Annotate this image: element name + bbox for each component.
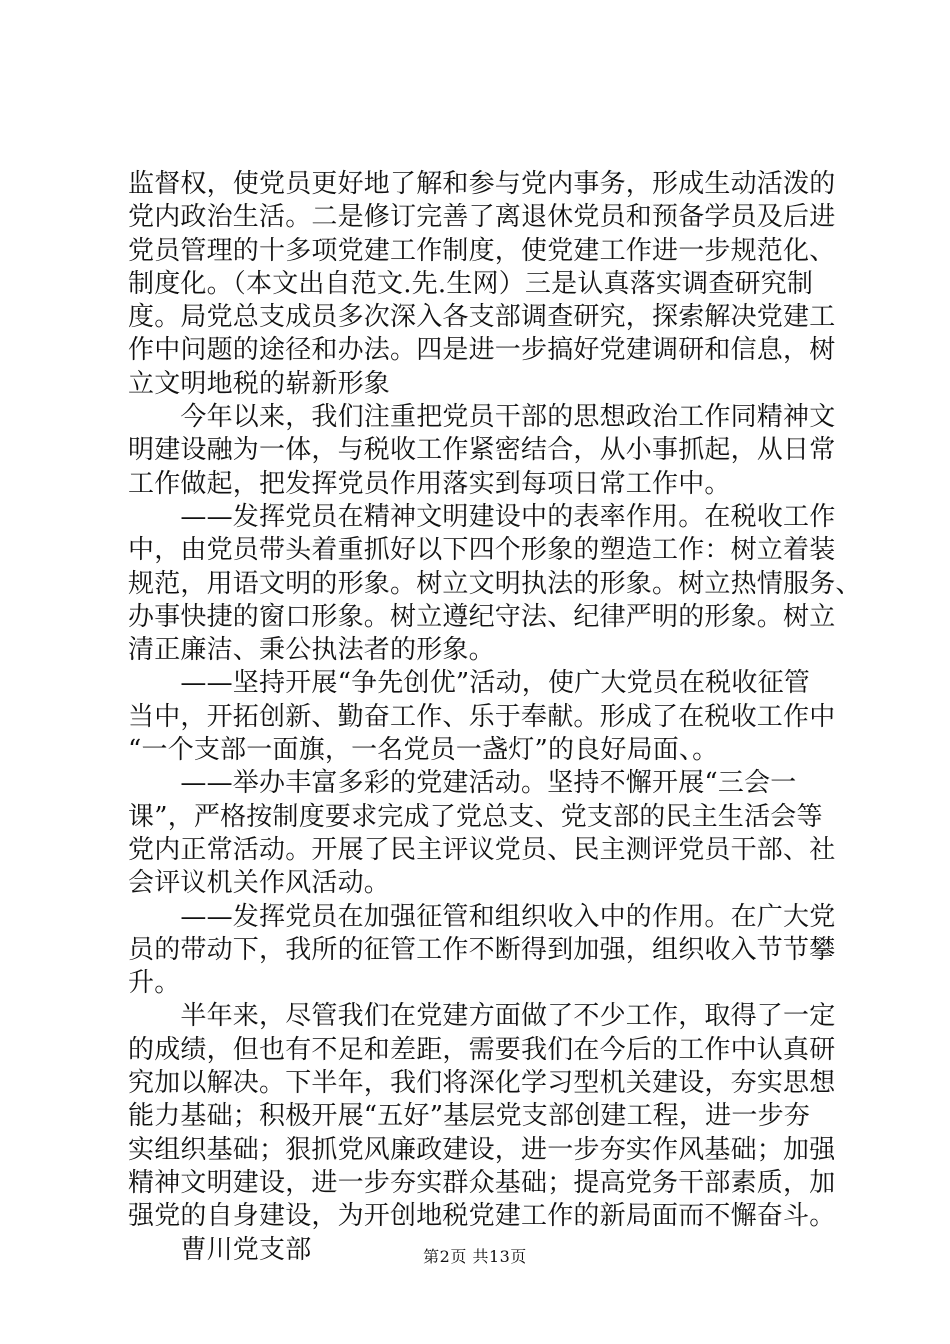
- text-line: 能力基础；积极开展“五好”基层党支部创建工程，进一步夯: [128, 1101, 810, 1132]
- text-line: 员的带动下，我所的征管工作不断得到加强，组织收入节节攀: [128, 934, 836, 965]
- text-line: 究加以解决。下半年，我们将深化学习型机关建设，夯实思想: [128, 1068, 836, 1099]
- text-line: 会评议机关作风活动。: [128, 868, 391, 899]
- page-number-footer: 第2页 共13页: [423, 1247, 527, 1266]
- text-line: 曹川党支部: [128, 1234, 312, 1265]
- text-line: 当中，开拓创新、勤奋工作、乐于奉献。形成了在税收工作中: [128, 701, 836, 732]
- text-line: 制度化。（本文出自范文.先.生网）三是认真落实调查研究制: [128, 268, 814, 299]
- document-body: [128, 168, 862, 1267]
- text-line: 党内正常活动。开展了民主评议党员、民主测评党员干部、社: [128, 834, 836, 865]
- text-line: 党员管理的十多项党建工作制度，使党建工作进一步规范化、: [128, 235, 836, 266]
- text-line: ——发挥党员在加强征管和组织收入中的作用。在广大党: [128, 901, 836, 932]
- text-line: 规范，用语文明的形象。树立文明执法的形象。树立热情服务、: [128, 568, 862, 599]
- text-line: 立文明地税的崭新形象: [128, 368, 391, 399]
- text-line: 党内政治生活。二是修订完善了离退休党员和预备学员及后进: [128, 202, 836, 233]
- text-line: 清正廉洁、秉公执法者的形象。: [128, 635, 495, 666]
- text-line: 精神文明建设，进一步夯实群众基础；提高党务干部素质，加: [128, 1167, 836, 1198]
- text-line: 工作做起，把发挥党员作用落实到每项日常工作中。: [128, 468, 731, 499]
- text-line: ——坚持开展“争先创优”活动，使广大党员在税收征管: [128, 668, 810, 699]
- text-line: “一个支部一面旗，一名党员一盏灯”的良好局面、。: [128, 735, 719, 766]
- text-line: 作中问题的途径和办法。四是进一步搞好党建调研和信息，树: [128, 335, 836, 366]
- text-line: 升。: [128, 968, 181, 999]
- text-line: 中，由党员带头着重抓好以下四个形象的塑造工作：树立着装: [128, 535, 836, 566]
- text-line: 明建设融为一体，与税收工作紧密结合，从小事抓起，从日常: [128, 435, 836, 466]
- text-line: 监督权，使党员更好地了解和参与党内事务，形成生动活泼的: [128, 169, 836, 199]
- text-line: 办事快捷的窗口形象。树立遵纪守法、纪律严明的形象。树立: [128, 601, 836, 632]
- text-line: 课”，严格按制度要求完成了党总支、党支部的民主生活会等: [128, 801, 823, 832]
- text-line: 强党的自身建设，为开创地税党建工作的新局面而不懈奋斗。: [128, 1201, 836, 1232]
- text-line: ——举办丰富多彩的党建活动。坚持不懈开展“三会一: [128, 768, 797, 799]
- text-line: 的成绩，但也有不足和差距，需要我们在今后的工作中认真研: [128, 1034, 836, 1065]
- text-line: ——发挥党员在精神文明建设中的表率作用。在税收工作: [128, 501, 836, 532]
- text-line: 实组织基础；狠抓党风廉政建设，进一步夯实作风基础；加强: [128, 1134, 836, 1165]
- text-line: 度。局党总支成员多次深入各支部调查研究，探索解决党建工: [128, 302, 836, 333]
- text-line: 今年以来，我们注重把党员干部的思想政治工作同精神文: [128, 402, 836, 433]
- text-line: 半年来，尽管我们在党建方面做了不少工作，取得了一定: [128, 1001, 836, 1032]
